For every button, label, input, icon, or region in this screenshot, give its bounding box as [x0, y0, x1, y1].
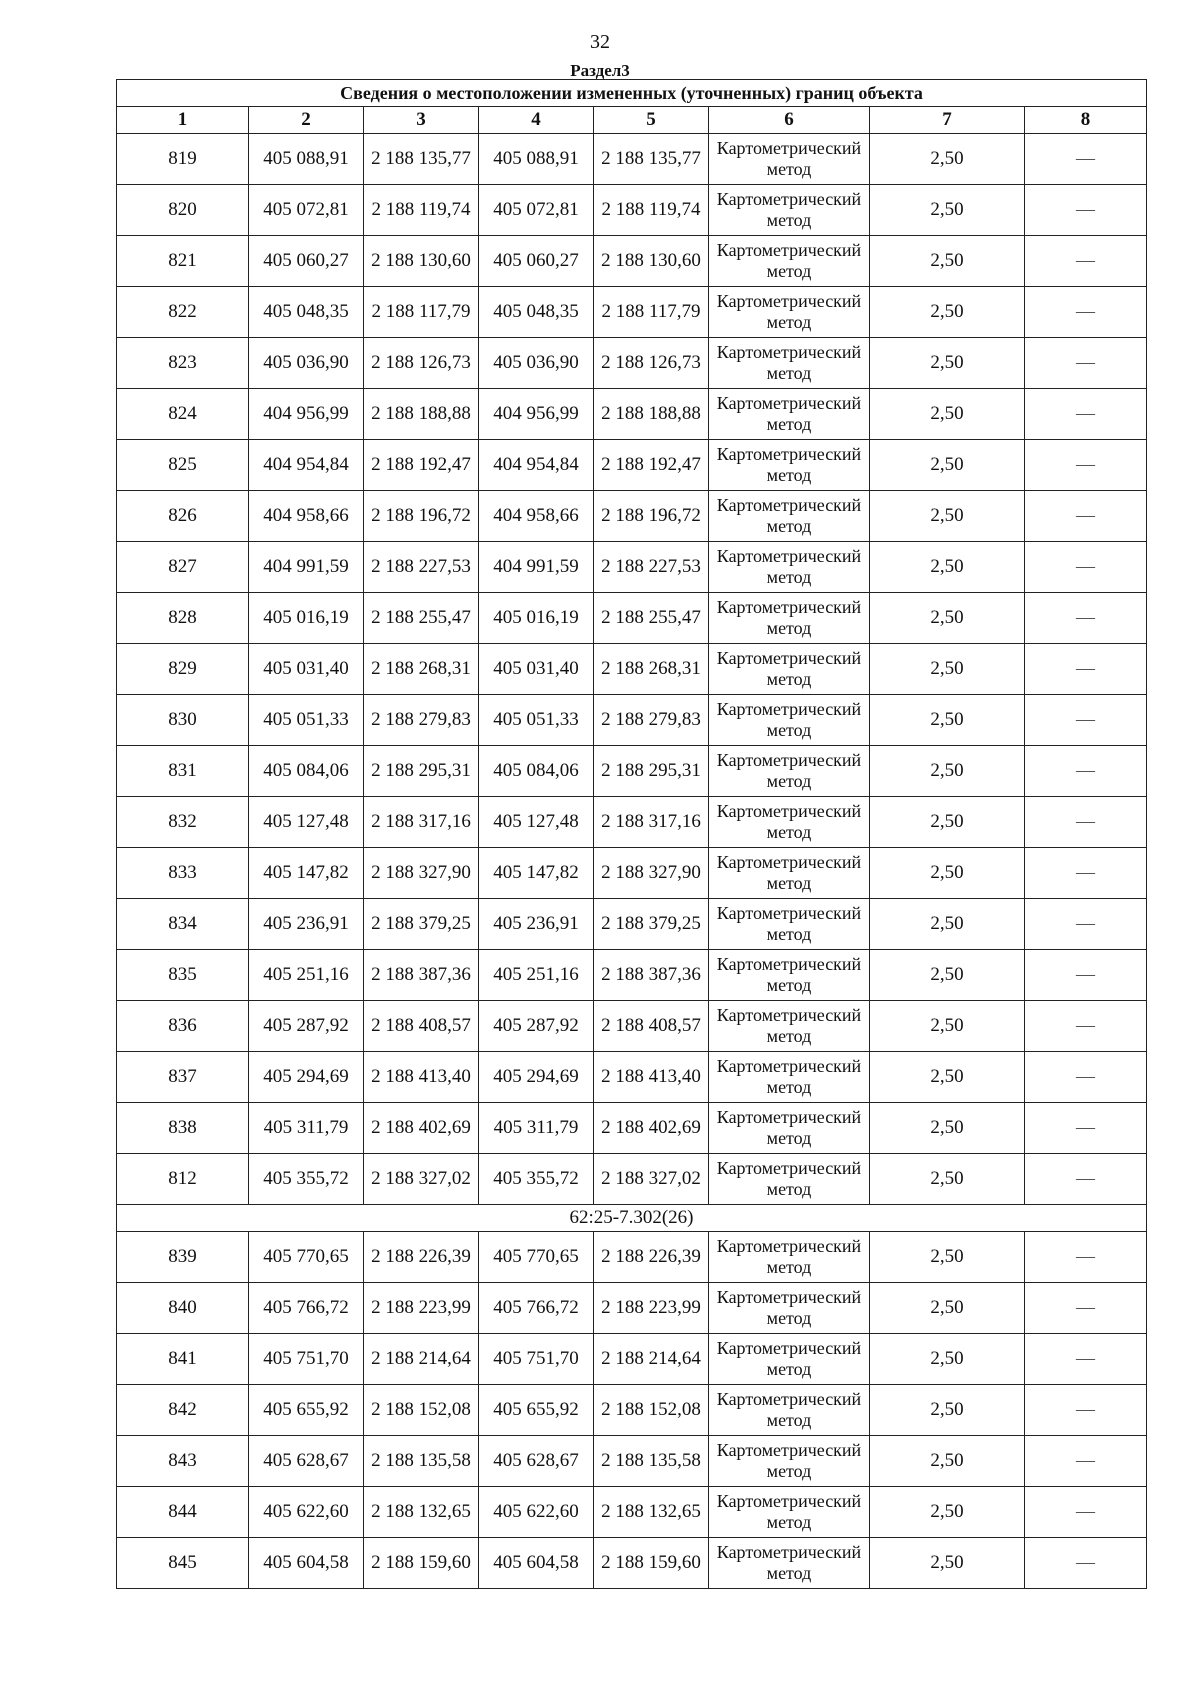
point-number-cell: 820 [117, 185, 249, 236]
x-old-cell: 405 147,82 [249, 848, 364, 899]
point-number-cell: 829 [117, 644, 249, 695]
y-old-cell: 2 188 223,99 [364, 1283, 479, 1334]
accuracy-cell: 2,50 [870, 287, 1025, 338]
x-new-cell: 405 036,90 [479, 338, 594, 389]
description-cell: — [1025, 1436, 1147, 1487]
table-row [117, 644, 1147, 695]
table-body [117, 134, 1147, 1589]
accuracy-cell: 2,50 [870, 1154, 1025, 1205]
y-old-cell: 2 188 196,72 [364, 491, 479, 542]
accuracy-cell: 2,50 [870, 746, 1025, 797]
description-cell: — [1025, 1385, 1147, 1436]
y-new-cell: 2 188 192,47 [594, 440, 709, 491]
y-new-cell: 2 188 387,36 [594, 950, 709, 1001]
y-new-cell: 2 188 317,16 [594, 797, 709, 848]
method-cell: Картометрический метод [709, 1385, 870, 1436]
accuracy-cell: 2,50 [870, 644, 1025, 695]
section-title: Раздел3 [570, 61, 630, 80]
description-cell: — [1025, 1103, 1147, 1154]
table-row [117, 899, 1147, 950]
x-new-cell: 404 954,84 [479, 440, 594, 491]
table-row [117, 695, 1147, 746]
x-new-cell: 405 622,60 [479, 1487, 594, 1538]
description-cell: — [1025, 644, 1147, 695]
x-old-cell: 405 628,67 [249, 1436, 364, 1487]
table-row [117, 1436, 1147, 1487]
point-number-cell: 819 [117, 134, 249, 185]
method-cell: Картометрический метод [709, 848, 870, 899]
accuracy-cell: 2,50 [870, 1283, 1025, 1334]
y-old-cell: 2 188 295,31 [364, 746, 479, 797]
method-cell: Картометрический метод [709, 1436, 870, 1487]
y-old-cell: 2 188 387,36 [364, 950, 479, 1001]
description-cell: — [1025, 695, 1147, 746]
x-old-cell: 405 294,69 [249, 1052, 364, 1103]
x-old-cell: 405 036,90 [249, 338, 364, 389]
description-cell: — [1025, 1538, 1147, 1589]
x-old-cell: 405 051,33 [249, 695, 364, 746]
y-new-cell: 2 188 327,90 [594, 848, 709, 899]
x-old-cell: 405 016,19 [249, 593, 364, 644]
y-old-cell: 2 188 413,40 [364, 1052, 479, 1103]
x-old-cell: 405 072,81 [249, 185, 364, 236]
y-new-cell: 2 188 327,02 [594, 1154, 709, 1205]
x-old-cell: 405 236,91 [249, 899, 364, 950]
y-new-cell: 2 188 130,60 [594, 236, 709, 287]
x-new-cell: 405 251,16 [479, 950, 594, 1001]
point-number-cell: 836 [117, 1001, 249, 1052]
y-new-cell: 2 188 268,31 [594, 644, 709, 695]
y-old-cell: 2 188 135,77 [364, 134, 479, 185]
table-row [117, 797, 1147, 848]
table-row [117, 236, 1147, 287]
x-old-cell: 404 991,59 [249, 542, 364, 593]
description-cell: — [1025, 1001, 1147, 1052]
y-old-cell: 2 188 327,90 [364, 848, 479, 899]
table-row [117, 1385, 1147, 1436]
table-row [117, 1487, 1147, 1538]
table-row [117, 542, 1147, 593]
point-number-cell: 822 [117, 287, 249, 338]
x-old-cell: 405 766,72 [249, 1283, 364, 1334]
column-header: 3 [364, 107, 479, 134]
description-cell: — [1025, 1232, 1147, 1283]
description-cell: — [1025, 1154, 1147, 1205]
point-number-cell: 831 [117, 746, 249, 797]
y-new-cell: 2 188 132,65 [594, 1487, 709, 1538]
x-old-cell: 405 751,70 [249, 1334, 364, 1385]
description-cell: — [1025, 338, 1147, 389]
method-cell: Картометрический метод [709, 797, 870, 848]
x-old-cell: 405 127,48 [249, 797, 364, 848]
y-old-cell: 2 188 227,53 [364, 542, 479, 593]
y-new-cell: 2 188 119,74 [594, 185, 709, 236]
table-caption-row [117, 80, 1147, 107]
accuracy-cell: 2,50 [870, 1334, 1025, 1385]
method-cell: Картометрический метод [709, 134, 870, 185]
method-cell: Картометрический метод [709, 185, 870, 236]
x-new-cell: 405 751,70 [479, 1334, 594, 1385]
x-old-cell: 405 355,72 [249, 1154, 364, 1205]
page-number: 32 [590, 31, 610, 53]
y-new-cell: 2 188 413,40 [594, 1052, 709, 1103]
point-number-cell: 830 [117, 695, 249, 746]
table-row [117, 440, 1147, 491]
y-new-cell: 2 188 152,08 [594, 1385, 709, 1436]
accuracy-cell: 2,50 [870, 440, 1025, 491]
x-new-cell: 405 016,19 [479, 593, 594, 644]
y-new-cell: 2 188 188,88 [594, 389, 709, 440]
accuracy-cell: 2,50 [870, 1487, 1025, 1538]
x-new-cell: 405 766,72 [479, 1283, 594, 1334]
y-new-cell: 2 188 214,64 [594, 1334, 709, 1385]
table-row [117, 491, 1147, 542]
y-old-cell: 2 188 188,88 [364, 389, 479, 440]
description-cell: — [1025, 848, 1147, 899]
y-new-cell: 2 188 126,73 [594, 338, 709, 389]
accuracy-cell: 2,50 [870, 236, 1025, 287]
table-row [117, 1052, 1147, 1103]
y-old-cell: 2 188 159,60 [364, 1538, 479, 1589]
x-new-cell: 405 072,81 [479, 185, 594, 236]
y-old-cell: 2 188 132,65 [364, 1487, 479, 1538]
y-new-cell: 2 188 159,60 [594, 1538, 709, 1589]
x-old-cell: 405 655,92 [249, 1385, 364, 1436]
table-row [117, 1001, 1147, 1052]
method-cell: Картометрический метод [709, 440, 870, 491]
x-new-cell: 405 770,65 [479, 1232, 594, 1283]
column-header: 1 [117, 107, 249, 134]
method-cell: Картометрический метод [709, 695, 870, 746]
method-cell: Картометрический метод [709, 1103, 870, 1154]
table-row [117, 593, 1147, 644]
y-old-cell: 2 188 379,25 [364, 899, 479, 950]
method-cell: Картометрический метод [709, 1334, 870, 1385]
x-new-cell: 404 991,59 [479, 542, 594, 593]
point-number-cell: 824 [117, 389, 249, 440]
accuracy-cell: 2,50 [870, 1052, 1025, 1103]
method-cell: Картометрический метод [709, 1538, 870, 1589]
y-old-cell: 2 188 214,64 [364, 1334, 479, 1385]
accuracy-cell: 2,50 [870, 848, 1025, 899]
x-new-cell: 405 051,33 [479, 695, 594, 746]
point-number-cell: 823 [117, 338, 249, 389]
table-row [117, 1154, 1147, 1205]
coordinates-table [116, 79, 1147, 1589]
y-new-cell: 2 188 135,77 [594, 134, 709, 185]
y-old-cell: 2 188 279,83 [364, 695, 479, 746]
description-cell: — [1025, 950, 1147, 1001]
y-old-cell: 2 188 327,02 [364, 1154, 479, 1205]
accuracy-cell: 2,50 [870, 1436, 1025, 1487]
y-new-cell: 2 188 295,31 [594, 746, 709, 797]
description-cell: — [1025, 746, 1147, 797]
x-new-cell: 405 655,92 [479, 1385, 594, 1436]
description-cell: — [1025, 1283, 1147, 1334]
accuracy-cell: 2,50 [870, 1001, 1025, 1052]
method-cell: Картометрический метод [709, 899, 870, 950]
accuracy-cell: 2,50 [870, 491, 1025, 542]
method-cell: Картометрический метод [709, 491, 870, 542]
accuracy-cell: 2,50 [870, 950, 1025, 1001]
y-new-cell: 2 188 408,57 [594, 1001, 709, 1052]
x-new-cell: 405 355,72 [479, 1154, 594, 1205]
point-number-cell: 840 [117, 1283, 249, 1334]
method-cell: Картометрический метод [709, 542, 870, 593]
method-cell: Картометрический метод [709, 1283, 870, 1334]
y-new-cell: 2 188 402,69 [594, 1103, 709, 1154]
column-header: 5 [594, 107, 709, 134]
method-cell: Картометрический метод [709, 1154, 870, 1205]
y-old-cell: 2 188 408,57 [364, 1001, 479, 1052]
y-old-cell: 2 188 152,08 [364, 1385, 479, 1436]
method-cell: Картометрический метод [709, 746, 870, 797]
table-row [117, 134, 1147, 185]
table-row [117, 1334, 1147, 1385]
point-number-cell: 812 [117, 1154, 249, 1205]
table-row [117, 1103, 1147, 1154]
point-number-cell: 845 [117, 1538, 249, 1589]
y-new-cell: 2 188 279,83 [594, 695, 709, 746]
column-header: 6 [709, 107, 870, 134]
y-new-cell: 2 188 117,79 [594, 287, 709, 338]
x-new-cell: 405 031,40 [479, 644, 594, 695]
method-cell: Картометрический метод [709, 1487, 870, 1538]
x-old-cell: 405 088,91 [249, 134, 364, 185]
y-old-cell: 2 188 117,79 [364, 287, 479, 338]
x-new-cell: 405 604,58 [479, 1538, 594, 1589]
column-header: 2 [249, 107, 364, 134]
group-label: 62:25-7.302(26) [117, 1205, 1147, 1232]
point-number-cell: 841 [117, 1334, 249, 1385]
y-new-cell: 2 188 255,47 [594, 593, 709, 644]
table-row [117, 185, 1147, 236]
y-new-cell: 2 188 226,39 [594, 1232, 709, 1283]
point-number-cell: 842 [117, 1385, 249, 1436]
x-new-cell: 405 048,35 [479, 287, 594, 338]
x-new-cell: 404 958,66 [479, 491, 594, 542]
column-header: 7 [870, 107, 1025, 134]
accuracy-cell: 2,50 [870, 185, 1025, 236]
x-old-cell: 404 958,66 [249, 491, 364, 542]
method-cell: Картометрический метод [709, 389, 870, 440]
y-old-cell: 2 188 135,58 [364, 1436, 479, 1487]
table-row [117, 1538, 1147, 1589]
table-row [117, 1232, 1147, 1283]
x-old-cell: 405 311,79 [249, 1103, 364, 1154]
accuracy-cell: 2,50 [870, 593, 1025, 644]
y-new-cell: 2 188 223,99 [594, 1283, 709, 1334]
point-number-cell: 844 [117, 1487, 249, 1538]
description-cell: — [1025, 185, 1147, 236]
x-old-cell: 405 048,35 [249, 287, 364, 338]
column-header: 8 [1025, 107, 1147, 134]
y-old-cell: 2 188 255,47 [364, 593, 479, 644]
point-number-cell: 821 [117, 236, 249, 287]
y-old-cell: 2 188 126,73 [364, 338, 479, 389]
y-old-cell: 2 188 268,31 [364, 644, 479, 695]
point-number-cell: 825 [117, 440, 249, 491]
method-cell: Картометрический метод [709, 1001, 870, 1052]
description-cell: — [1025, 1052, 1147, 1103]
x-new-cell: 405 287,92 [479, 1001, 594, 1052]
table-row [117, 287, 1147, 338]
table-caption: Сведения о местоположении измененных (уточненных) границ объекта [117, 80, 1147, 107]
x-old-cell: 405 287,92 [249, 1001, 364, 1052]
point-number-cell: 839 [117, 1232, 249, 1283]
point-number-cell: 827 [117, 542, 249, 593]
point-number-cell: 833 [117, 848, 249, 899]
x-new-cell: 405 628,67 [479, 1436, 594, 1487]
description-cell: — [1025, 899, 1147, 950]
description-cell: — [1025, 491, 1147, 542]
x-old-cell: 405 084,06 [249, 746, 364, 797]
y-old-cell: 2 188 119,74 [364, 185, 479, 236]
x-old-cell: 405 060,27 [249, 236, 364, 287]
point-number-cell: 828 [117, 593, 249, 644]
y-old-cell: 2 188 226,39 [364, 1232, 479, 1283]
table-row [117, 746, 1147, 797]
x-new-cell: 405 294,69 [479, 1052, 594, 1103]
x-old-cell: 404 956,99 [249, 389, 364, 440]
x-new-cell: 404 956,99 [479, 389, 594, 440]
point-number-cell: 834 [117, 899, 249, 950]
method-cell: Картометрический метод [709, 287, 870, 338]
x-new-cell: 405 088,91 [479, 134, 594, 185]
accuracy-cell: 2,50 [870, 695, 1025, 746]
accuracy-cell: 2,50 [870, 899, 1025, 950]
y-new-cell: 2 188 196,72 [594, 491, 709, 542]
table-row [117, 1283, 1147, 1334]
point-number-cell: 826 [117, 491, 249, 542]
x-old-cell: 405 251,16 [249, 950, 364, 1001]
accuracy-cell: 2,50 [870, 797, 1025, 848]
description-cell: — [1025, 389, 1147, 440]
method-cell: Картометрический метод [709, 1052, 870, 1103]
description-cell: — [1025, 593, 1147, 644]
description-cell: — [1025, 236, 1147, 287]
accuracy-cell: 2,50 [870, 1385, 1025, 1436]
x-old-cell: 405 031,40 [249, 644, 364, 695]
x-new-cell: 405 084,06 [479, 746, 594, 797]
table-row [117, 950, 1147, 1001]
description-cell: — [1025, 1487, 1147, 1538]
method-cell: Картометрический метод [709, 338, 870, 389]
accuracy-cell: 2,50 [870, 1538, 1025, 1589]
table-row [117, 338, 1147, 389]
description-cell: — [1025, 440, 1147, 491]
description-cell: — [1025, 797, 1147, 848]
x-old-cell: 404 954,84 [249, 440, 364, 491]
method-cell: Картометрический метод [709, 236, 870, 287]
method-cell: Картометрический метод [709, 1232, 870, 1283]
accuracy-cell: 2,50 [870, 338, 1025, 389]
table-row [117, 389, 1147, 440]
method-cell: Картометрический метод [709, 950, 870, 1001]
accuracy-cell: 2,50 [870, 1103, 1025, 1154]
column-header: 4 [479, 107, 594, 134]
point-number-cell: 838 [117, 1103, 249, 1154]
x-new-cell: 405 311,79 [479, 1103, 594, 1154]
x-new-cell: 405 127,48 [479, 797, 594, 848]
y-new-cell: 2 188 379,25 [594, 899, 709, 950]
accuracy-cell: 2,50 [870, 389, 1025, 440]
accuracy-cell: 2,50 [870, 1232, 1025, 1283]
accuracy-cell: 2,50 [870, 542, 1025, 593]
y-old-cell: 2 188 192,47 [364, 440, 479, 491]
x-new-cell: 405 236,91 [479, 899, 594, 950]
description-cell: — [1025, 134, 1147, 185]
point-number-cell: 832 [117, 797, 249, 848]
point-number-cell: 835 [117, 950, 249, 1001]
description-cell: — [1025, 542, 1147, 593]
y-new-cell: 2 188 227,53 [594, 542, 709, 593]
description-cell: — [1025, 1334, 1147, 1385]
y-new-cell: 2 188 135,58 [594, 1436, 709, 1487]
y-old-cell: 2 188 402,69 [364, 1103, 479, 1154]
method-cell: Картометрический метод [709, 593, 870, 644]
description-cell: — [1025, 287, 1147, 338]
x-old-cell: 405 604,58 [249, 1538, 364, 1589]
table-header-row [117, 107, 1147, 134]
x-old-cell: 405 622,60 [249, 1487, 364, 1538]
method-cell: Картометрический метод [709, 644, 870, 695]
table-row [117, 848, 1147, 899]
y-old-cell: 2 188 317,16 [364, 797, 479, 848]
point-number-cell: 843 [117, 1436, 249, 1487]
x-old-cell: 405 770,65 [249, 1232, 364, 1283]
accuracy-cell: 2,50 [870, 134, 1025, 185]
group-label-row [117, 1205, 1147, 1232]
x-new-cell: 405 060,27 [479, 236, 594, 287]
y-old-cell: 2 188 130,60 [364, 236, 479, 287]
point-number-cell: 837 [117, 1052, 249, 1103]
x-new-cell: 405 147,82 [479, 848, 594, 899]
